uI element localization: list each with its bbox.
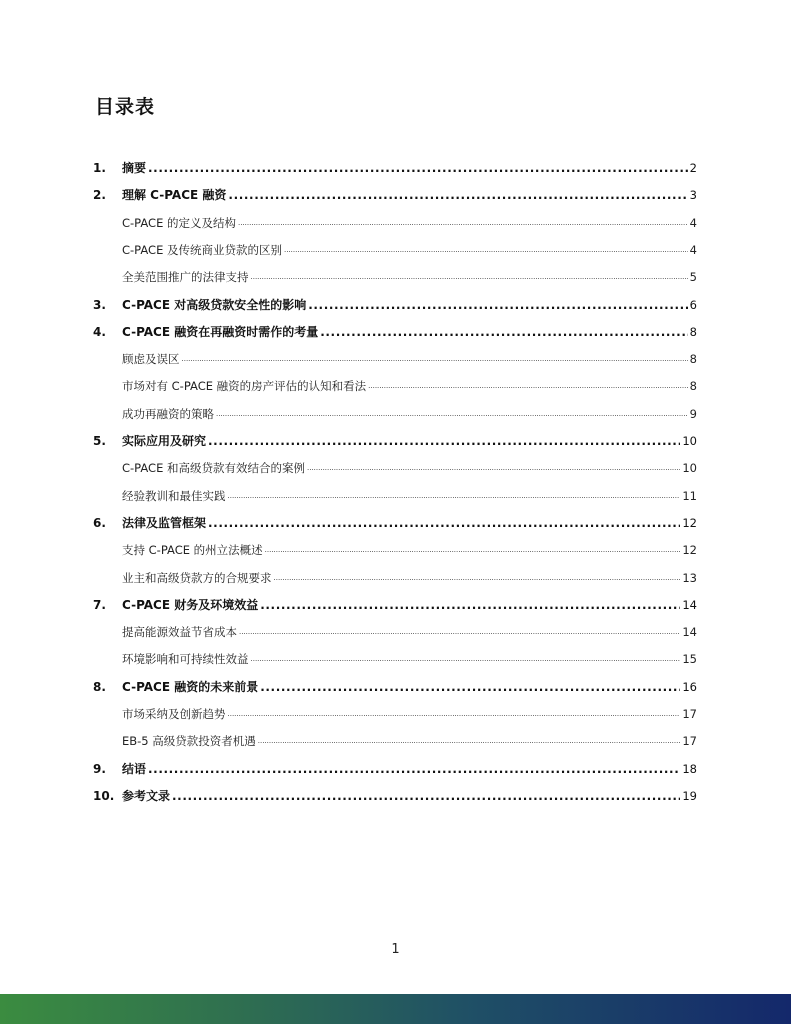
toc-entry-title[interactable]: 顾虑及误区 <box>122 352 180 367</box>
toc-entry-page[interactable]: 12 <box>682 543 697 558</box>
toc-dot-leader <box>308 297 687 313</box>
toc-entry-number: 8. <box>93 679 106 694</box>
toc-entry[interactable] <box>93 538 697 558</box>
toc-entry-title[interactable]: 实际应用及研究 <box>122 434 207 448</box>
toc-entry[interactable] <box>93 647 697 667</box>
toc-dot-leader <box>320 324 687 340</box>
toc-entry-page[interactable]: 9 <box>689 406 697 421</box>
toc-entry-title[interactable]: C-PACE 融资在再融资时需作的考量 <box>122 324 319 339</box>
toc-dot-leader <box>274 570 681 586</box>
toc-dot-leader <box>260 597 680 613</box>
toc-dot-leader <box>228 187 687 203</box>
toc-entry[interactable] <box>93 238 697 258</box>
toc-entry[interactable] <box>93 757 697 777</box>
toc-dot-leader <box>265 542 681 558</box>
toc-entry[interactable] <box>93 593 697 613</box>
toc-dot-leader <box>148 761 680 777</box>
toc-entry-page[interactable]: 18 <box>682 761 697 776</box>
toc-entry-number: 5. <box>93 434 106 448</box>
toc-entry[interactable] <box>93 784 697 804</box>
toc-entry[interactable] <box>93 675 697 695</box>
toc-entry[interactable] <box>93 265 697 285</box>
toc-entry-number: 1. <box>93 161 106 175</box>
toc-entry-number: 4. <box>93 324 106 339</box>
toc-entry-title[interactable]: 理解 C-PACE 融资 <box>122 188 227 203</box>
toc-entry-page[interactable]: 10 <box>682 434 697 448</box>
toc-entry-title[interactable]: 业主和高级贷款方的合规要求 <box>122 570 272 585</box>
toc-entry[interactable] <box>93 374 697 394</box>
toc-entry-page[interactable]: 5 <box>689 270 697 285</box>
toc-entry[interactable] <box>93 620 697 640</box>
toc-entry[interactable] <box>93 320 697 340</box>
toc-entry-page[interactable]: 17 <box>682 734 697 749</box>
toc-dot-leader <box>368 378 688 394</box>
toc-entry-title[interactable]: 结语 <box>122 761 147 776</box>
toc-dot-leader <box>182 351 688 367</box>
toc-entry-page[interactable]: 14 <box>682 625 697 640</box>
toc-entry[interactable] <box>93 484 697 504</box>
toc-entry-page[interactable]: 6 <box>689 297 697 312</box>
page-title: 目录表 <box>95 96 156 118</box>
toc-entry-page[interactable]: 2 <box>689 161 697 175</box>
toc-entry-page[interactable]: 14 <box>682 597 697 612</box>
toc-entry-title[interactable]: 经验教训和最佳实践 <box>122 488 226 503</box>
toc-entry-page[interactable]: 10 <box>682 461 697 476</box>
toc-entry[interactable] <box>93 729 697 749</box>
toc-dot-leader <box>172 788 680 804</box>
toc-dot-leader <box>208 515 680 531</box>
toc-entry-title[interactable]: 市场采纳及创新趋势 <box>122 707 226 721</box>
toc-entry-page[interactable]: 4 <box>689 242 697 257</box>
toc-entry-title[interactable]: 参考文录 <box>122 788 171 803</box>
toc-entry-title[interactable]: 环境影响和可持续性效益 <box>122 652 249 667</box>
toc-dot-leader <box>260 679 680 695</box>
toc-entry-title[interactable]: 市场对有 C-PACE 融资的房产评估的认知和看法 <box>122 379 367 394</box>
toc-entry[interactable] <box>93 702 697 722</box>
toc-entry[interactable] <box>93 402 697 422</box>
toc-entry-title[interactable]: 法律及监管框架 <box>122 515 207 530</box>
toc-entry[interactable] <box>93 429 697 449</box>
toc-entry-title[interactable]: C-PACE 对高级贷款安全性的影响 <box>122 297 307 312</box>
toc-entry-page[interactable]: 15 <box>682 652 697 667</box>
toc-dot-leader <box>216 406 688 422</box>
toc-dot-leader <box>238 215 688 231</box>
toc-entry-number: 7. <box>93 597 106 612</box>
toc-entry-title[interactable]: C-PACE 融资的未来前景 <box>122 679 259 694</box>
toc-entry-number: 3. <box>93 297 106 312</box>
toc-dot-leader <box>208 433 680 449</box>
toc-entry-page[interactable]: 13 <box>682 570 697 585</box>
footer-gradient-bar <box>0 994 791 1024</box>
toc-dot-leader <box>148 160 688 176</box>
toc-entry-title[interactable]: 支持 C-PACE 的州立法概述 <box>122 543 263 558</box>
toc-entry[interactable] <box>93 566 697 586</box>
toc-entry-page[interactable]: 8 <box>689 379 697 394</box>
toc-dot-leader <box>258 733 681 749</box>
toc-entry[interactable] <box>93 183 697 203</box>
toc-entry-number: 2. <box>93 188 106 203</box>
toc-entry-number: 6. <box>93 515 106 530</box>
toc-entry[interactable] <box>93 456 697 476</box>
toc-entry-page[interactable]: 16 <box>682 679 697 694</box>
toc-entry[interactable] <box>93 511 697 531</box>
toc-entry-title[interactable]: 摘要 <box>122 161 147 175</box>
page-number: 1 <box>391 942 400 957</box>
toc-entry[interactable] <box>93 293 697 313</box>
toc-entry-title[interactable]: C-PACE 及传统商业贷款的区别 <box>122 242 282 257</box>
toc-entry-title[interactable]: 提高能源效益节省成本 <box>122 625 237 640</box>
toc-entry-title[interactable]: C-PACE 的定义及结构 <box>122 215 236 230</box>
toc-dot-leader <box>228 706 681 722</box>
toc-entry-title[interactable]: 全美范围推广的法律支持 <box>122 270 249 285</box>
toc-entry[interactable] <box>93 211 697 231</box>
toc-dot-leader <box>284 242 688 258</box>
toc-entry-title[interactable]: C-PACE 和高级贷款有效结合的案例 <box>122 461 305 476</box>
toc-entry-number: 9. <box>93 761 106 776</box>
toc-entry-page[interactable]: 4 <box>689 215 697 230</box>
toc-dot-leader <box>307 460 680 476</box>
toc-dot-leader <box>228 488 681 504</box>
toc-entry-title[interactable]: 成功再融资的策略 <box>122 406 214 421</box>
toc-entry-title[interactable]: C-PACE 财务及环境效益 <box>122 597 259 612</box>
toc-entry[interactable] <box>93 156 697 176</box>
toc-entry-page[interactable]: 17 <box>682 707 697 721</box>
toc-entry-page[interactable]: 3 <box>689 188 697 203</box>
toc-entry-page[interactable]: 19 <box>682 788 697 803</box>
toc-dot-leader <box>239 624 680 640</box>
toc-entry-page[interactable]: 12 <box>682 515 697 530</box>
toc-entry[interactable] <box>93 347 697 367</box>
toc-dot-leader <box>251 269 688 285</box>
toc-dot-leader <box>251 651 681 667</box>
toc-entry-page[interactable]: 8 <box>689 324 697 339</box>
toc-entry-number: 10. <box>93 788 115 803</box>
toc-entry-page[interactable]: 8 <box>689 352 697 367</box>
toc-entry-page[interactable]: 11 <box>682 488 697 503</box>
toc-entry-title[interactable]: EB-5 高级贷款投资者机遇 <box>122 734 256 749</box>
